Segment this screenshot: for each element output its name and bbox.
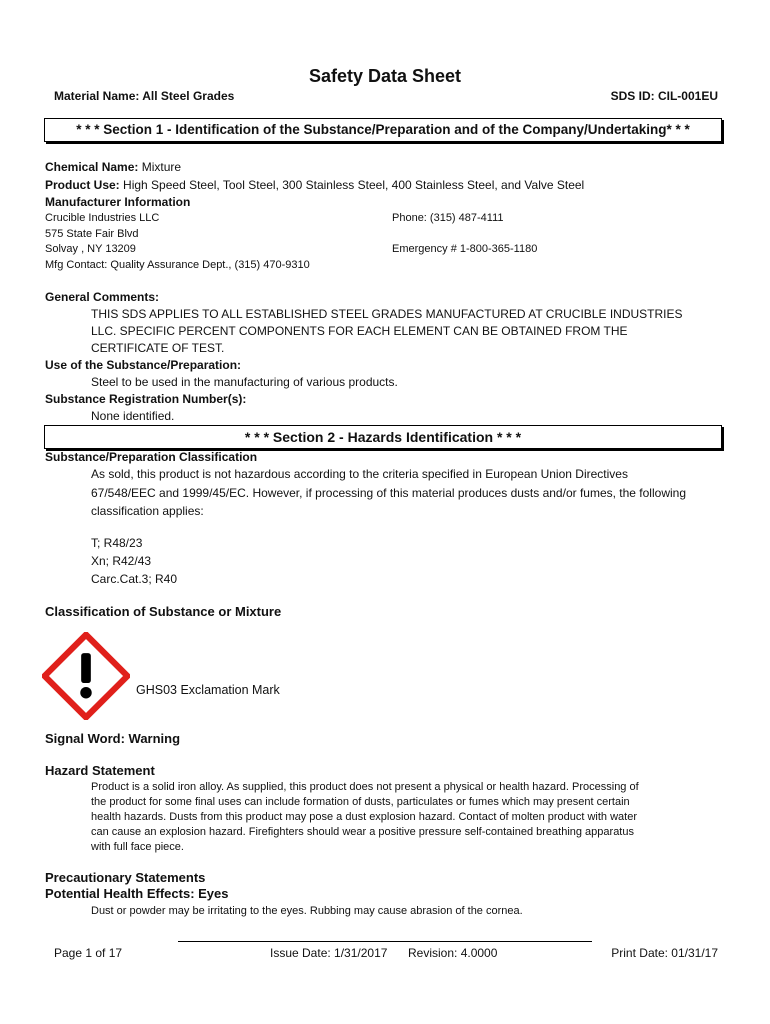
ghs-label: GHS03 Exclamation Mark <box>136 683 280 697</box>
hazard-line-2: the product for some final uses can include formation of dusts, particulates or fumes which may present certain <box>91 796 630 808</box>
general-comments-line-3: CERTIFICATE OF TEST. <box>91 341 225 355</box>
product-use-label: Product Use: <box>45 178 120 192</box>
eyes-heading: Potential Health Effects: Eyes <box>45 886 229 901</box>
address-line-1: 575 State Fair Blvd <box>45 228 139 240</box>
eyes-text: Dust or powder may be irritating to the eyes. Rubbing may cause abrasion of the cornea. <box>91 905 523 917</box>
emergency-number: Emergency # 1-800-365-1180 <box>392 243 538 255</box>
page-number: Page 1 of 17 <box>54 946 123 960</box>
print-date: Print Date: 01/31/17 <box>611 946 718 960</box>
chemical-name-label: Chemical Name: <box>45 160 139 174</box>
sds-id: SDS ID: CIL-001EU <box>610 89 718 103</box>
use-label: Use of the Substance/Preparation: <box>45 358 242 372</box>
hazard-statement-heading: Hazard Statement <box>45 763 155 778</box>
general-comments-line-1: THIS SDS APPLIES TO ALL ESTABLISHED STEEL GRADES MANUFACTURED AT CRUCIBLE INDUSTRIES <box>91 307 683 321</box>
revision: Revision: 4.0000 <box>408 946 498 960</box>
classification-line-3: classification applies: <box>91 504 204 518</box>
hazard-line-1: Product is a solid iron alloy. As supplied, this product does not present a physical or health hazard. Processing of <box>91 781 639 793</box>
hazard-line-3: health hazards. Dusts from this product may pose a dust explosion hazard. Contact of molten product with water <box>91 811 637 823</box>
chemical-name-row <box>45 160 181 174</box>
footer-rule <box>178 941 592 942</box>
registration-label: Substance Registration Number(s): <box>45 392 247 406</box>
manufacturer-label: Manufacturer Information <box>45 195 191 209</box>
material-name: Material Name: All Steel Grades <box>54 89 235 103</box>
general-comments-line-2: LLC. SPECIFIC PERCENT COMPONENTS FOR EACH ELEMENT CAN BE OBTAINED FROM THE <box>91 324 628 338</box>
signal-word: Signal Word: Warning <box>45 731 181 746</box>
address-line-2: Solvay , NY 13209 <box>45 243 136 255</box>
classification-line-2: 67/548/EEC and 1999/45/EC. However, if processing of this material produces dusts and/or fumes, the following <box>91 486 686 500</box>
phone: Phone: (315) 487-4111 <box>392 212 504 224</box>
precautionary-heading: Precautionary Statements <box>45 870 206 885</box>
section-1-heading: * * * Section 1 - Identification of the Substance/Preparation and of the Company/Undertaking* * * <box>44 118 722 142</box>
issue-date: Issue Date: 1/31/2017 <box>270 946 388 960</box>
registration-text: None identified. <box>91 409 175 423</box>
chemical-name-value: Mixture <box>141 160 182 174</box>
product-use-value: High Speed Steel, Tool Steel, 300 Stainless Steel, 400 Stainless Steel, and Valve Steel <box>123 178 585 192</box>
exclamation-mark-icon <box>42 632 130 720</box>
classification-label: Substance/Preparation Classification <box>45 450 258 464</box>
section-2-heading: * * * Section 2 - Hazards Identification * * * <box>44 425 722 449</box>
classification-line-1: As sold, this product is not hazardous according to the criteria specified in European Union Directives <box>91 467 628 481</box>
company-name: Crucible Industries LLC <box>45 212 160 224</box>
risk-code-2: Xn; R42/43 <box>91 554 152 568</box>
hazard-line-4: can cause an explosion hazard. Firefighters should wear a positive pressure self-contained breathing apparatus <box>91 826 634 838</box>
mfg-contact: Mfg Contact: Quality Assurance Dept., (315) 470-9310 <box>45 259 310 271</box>
document-title: Safety Data Sheet <box>308 66 462 86</box>
hazard-line-5: with full face piece. <box>91 841 184 853</box>
general-comments-label: General Comments: <box>45 290 160 304</box>
risk-code-3: Carc.Cat.3; R40 <box>91 572 178 586</box>
classification-mixture-heading: Classification of Substance or Mixture <box>45 604 282 619</box>
product-use-row <box>45 178 584 192</box>
risk-code-1: T; R48/23 <box>91 536 143 550</box>
use-text: Steel to be used in the manufacturing of various products. <box>91 375 398 389</box>
